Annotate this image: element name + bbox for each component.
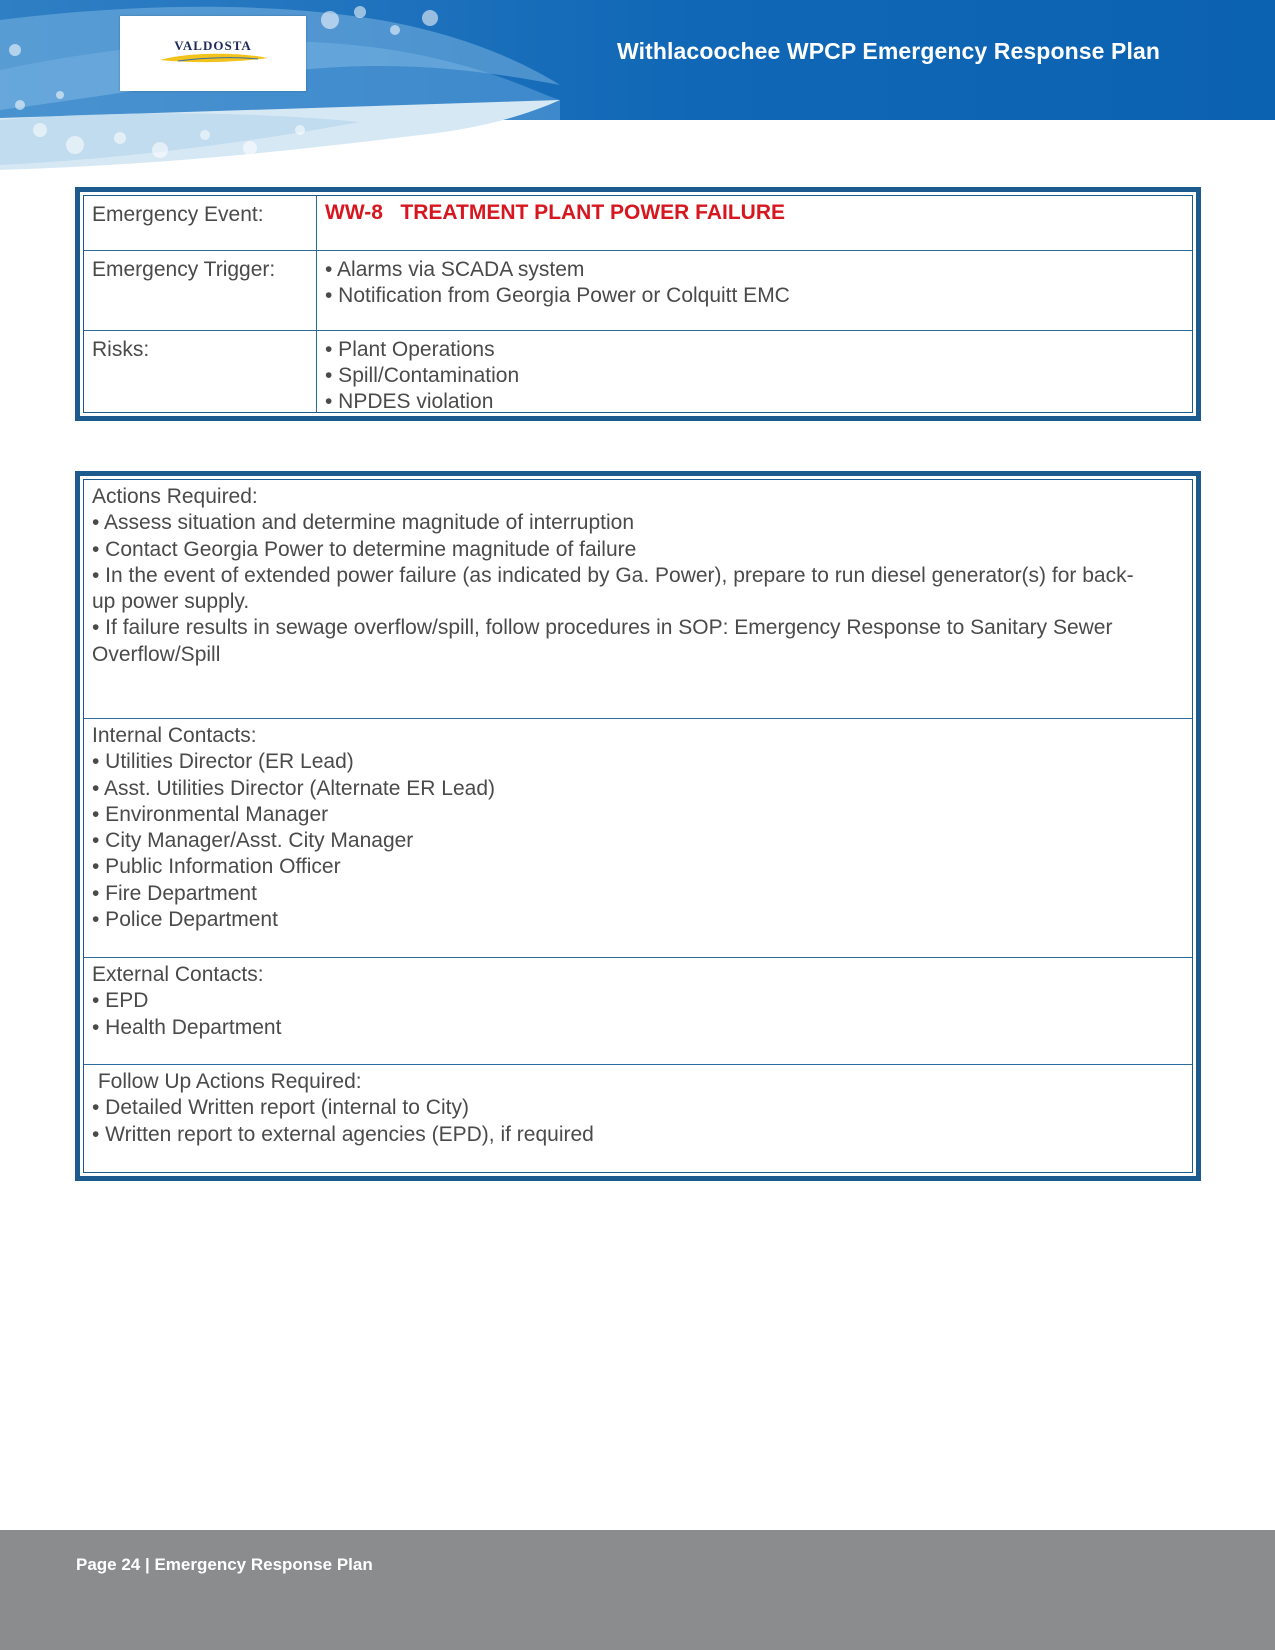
page-footer bbox=[0, 1530, 1275, 1650]
event-name: TREATMENT PLANT POWER FAILURE bbox=[400, 201, 786, 224]
list-item: • Health Department bbox=[92, 1015, 282, 1039]
list-item: • Utilities Director (ER Lead) bbox=[92, 750, 354, 774]
logo-wordmark: VALDOSTA bbox=[174, 38, 252, 53]
list-item: • In the event of extended power failure (as indicated by Ga. Power), prepare to run diesel generator(s) for back-up power supply. bbox=[92, 563, 1134, 614]
section-heading: Actions Required: bbox=[92, 485, 258, 508]
section-heading: External Contacts: bbox=[92, 963, 264, 986]
list-item: • Contact Georgia Power to determine magnitude of failure bbox=[92, 537, 637, 561]
event-code: WW-8 bbox=[325, 201, 383, 224]
document-title: Withlacoochee WPCP Emergency Response Plan bbox=[617, 38, 1160, 64]
table-row-event bbox=[84, 196, 1192, 250]
risks-value bbox=[325, 337, 1184, 415]
trigger-label: Emergency Trigger: bbox=[92, 258, 276, 281]
actions-required-section bbox=[84, 480, 1192, 718]
list-item: • Environmental Manager bbox=[92, 802, 329, 826]
list-item: • Fire Department bbox=[92, 881, 257, 905]
list-item: • City Manager/Asst. City Manager bbox=[92, 829, 414, 853]
section-heading: Internal Contacts: bbox=[92, 724, 257, 747]
external-contacts-text bbox=[92, 962, 1152, 1041]
table-row-trigger bbox=[84, 250, 1192, 331]
event-value bbox=[325, 200, 1184, 226]
city-logo bbox=[120, 16, 306, 91]
list-item: • Alarms via SCADA system bbox=[325, 258, 585, 281]
list-item: • Plant Operations bbox=[325, 338, 495, 361]
event-summary-inner bbox=[83, 195, 1193, 413]
actions-table bbox=[75, 471, 1201, 1181]
page-header bbox=[0, 0, 1275, 170]
column-divider bbox=[316, 196, 317, 250]
event-label: Emergency Event: bbox=[92, 203, 264, 226]
table-row-risks bbox=[84, 330, 1192, 413]
list-item: • Detailed Written report (internal to City) bbox=[92, 1096, 469, 1120]
list-item: • Spill/Contamination bbox=[325, 364, 520, 387]
section-heading: Follow Up Actions Required: bbox=[92, 1070, 362, 1093]
actions-required-text bbox=[92, 484, 1152, 668]
actions-inner bbox=[83, 479, 1193, 1173]
trigger-value bbox=[325, 257, 1184, 309]
list-item: • NPDES violation bbox=[325, 390, 494, 413]
list-item: • Asst. Utilities Director (Alternate ER Lead) bbox=[92, 776, 495, 800]
follow-up-text bbox=[92, 1069, 1152, 1148]
internal-contacts-section bbox=[84, 718, 1192, 958]
list-item: • EPD bbox=[92, 989, 149, 1013]
footer-page-label: Page 24 | Emergency Response Plan bbox=[76, 1555, 373, 1574]
list-item: • Notification from Georgia Power or Colquitt EMC bbox=[325, 284, 790, 307]
risks-label: Risks: bbox=[92, 338, 150, 361]
column-divider bbox=[316, 331, 317, 413]
list-item: • Public Information Officer bbox=[92, 855, 341, 879]
event-summary-table bbox=[75, 187, 1201, 421]
logo-swoosh bbox=[158, 52, 270, 64]
internal-contacts-text bbox=[92, 723, 1152, 933]
list-item: • Police Department bbox=[92, 908, 278, 932]
list-item: • Written report to external agencies (EPD), if required bbox=[92, 1122, 594, 1146]
list-item: • If failure results in sewage overflow/spill, follow procedures in SOP: Emergency Response to Sanitary Sewer Overflow/Spill bbox=[92, 616, 1113, 666]
list-item: • Assess situation and determine magnitude of interruption bbox=[92, 511, 635, 535]
column-divider bbox=[316, 251, 317, 331]
follow-up-section bbox=[84, 1064, 1192, 1173]
external-contacts-section bbox=[84, 957, 1192, 1065]
